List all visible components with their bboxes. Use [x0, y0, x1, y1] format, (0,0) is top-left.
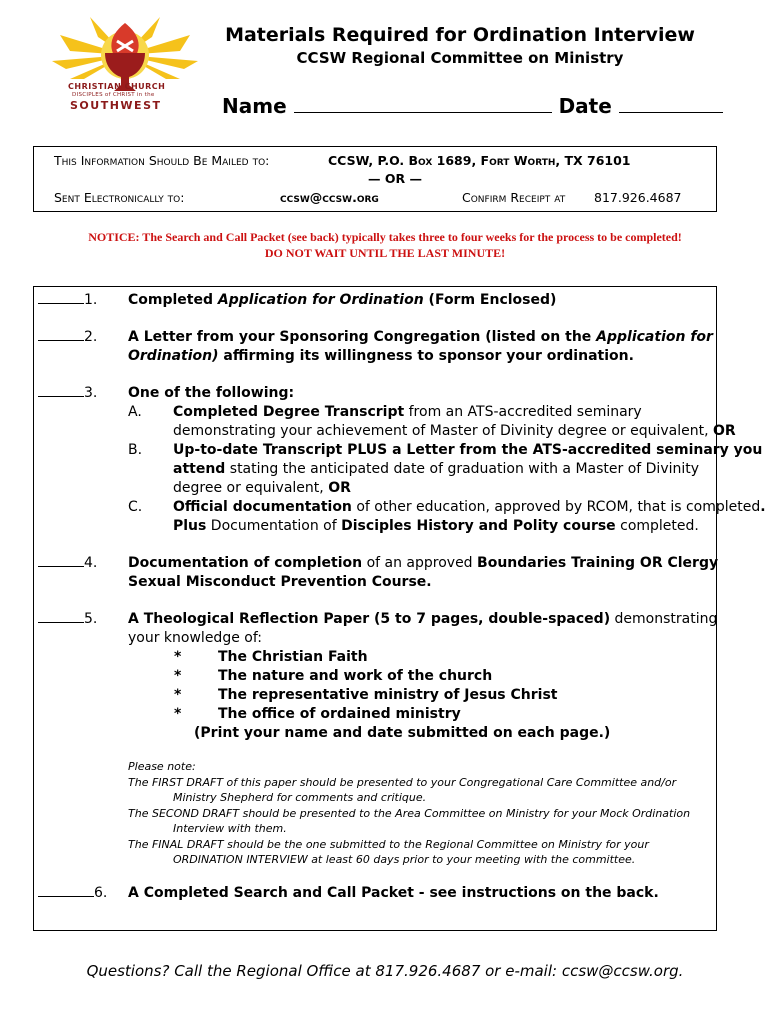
- email-address[interactable]: ccsw@ccsw.org: [280, 190, 379, 205]
- topic-bullet: *: [174, 706, 182, 722]
- item-1-number: 1.: [38, 292, 97, 308]
- item-3-check-blank[interactable]: [38, 396, 84, 397]
- item-3a-line2: demonstrating your achievement of Master of Divinity degree or equivalent, OR: [173, 423, 736, 439]
- item-4-line2: Sexual Misconduct Prevention Course.: [128, 574, 432, 590]
- note-final-draft-cont: ORDINATION INTERVIEW at least 60 days prior to your meeting with the committee.: [173, 853, 636, 866]
- item-3a-line1: Completed Degree Transcript from an ATS-accredited seminary: [173, 404, 642, 420]
- item-3c-letter: C.: [128, 499, 143, 515]
- item-2-check-blank[interactable]: [38, 340, 84, 341]
- item-6-number: 6.: [38, 885, 107, 901]
- logo-line3: SOUTHWEST: [70, 99, 162, 112]
- item-3c-line1: Official documentation of other education, approved by RCOM, that is completed.: [173, 499, 766, 515]
- item-2-line2: Ordination) affirming its willingness to sponsor your ordination.: [128, 348, 634, 364]
- item-6-check-blank[interactable]: [38, 896, 94, 897]
- item-3b-line2: attend stating the anticipated date of graduation with a Master of Divinity: [173, 461, 700, 477]
- page-title: Materials Required for Ordination Interview: [225, 24, 695, 46]
- item-2-number: 2.: [38, 329, 97, 345]
- name-field[interactable]: [294, 112, 552, 113]
- mailing-info-box: [33, 146, 717, 212]
- topic-3: The representative ministry of Jesus Christ: [218, 687, 558, 703]
- topic-bullet: *: [174, 687, 182, 703]
- topic-4: The office of ordained ministry: [218, 706, 461, 722]
- item-3a-letter: A.: [128, 404, 142, 420]
- item-4-check-blank[interactable]: [38, 566, 84, 567]
- notice-line2: DO NOT WAIT UNTIL THE LAST MINUTE!: [264, 246, 506, 260]
- item-3c-line2: Plus Documentation of Disciples History and Polity course completed.: [173, 518, 699, 534]
- topic-2: The nature and work of the church: [218, 668, 493, 684]
- name-label: Name: [222, 94, 287, 118]
- name-date-line: [222, 94, 723, 118]
- footer-questions: Questions? Call the Regional Office at 817.926.4687 or e-mail: ccsw@ccsw.org.: [86, 962, 684, 980]
- logo-line2: DISCIPLES of CHRIST in the: [72, 92, 155, 98]
- confirm-receipt-label: Confirm Receipt at: [462, 190, 566, 205]
- item-6: A Completed Search and Call Packet - see instructions on the back.: [128, 885, 659, 901]
- item-3b-line1: Up-to-date Transcript PLUS a Letter from the ATS-accredited seminary you: [173, 442, 763, 458]
- item-5-print-note: (Print your name and date submitted on each page.): [194, 725, 611, 741]
- item-4-line1: Documentation of completion of an approved Boundaries Training OR Clergy: [128, 555, 719, 571]
- item-4-number: 4.: [38, 555, 97, 571]
- item-3b-line3: degree or equivalent, OR: [173, 480, 351, 496]
- or-divider: — OR —: [368, 171, 422, 186]
- date-field[interactable]: [619, 112, 723, 113]
- notice: [20, 229, 750, 261]
- note-second-draft: The SECOND DRAFT should be presented to the Area Committee on Ministry for your Mock Ordination: [128, 807, 691, 820]
- item-5-check-blank[interactable]: [38, 622, 84, 623]
- item-3-heading: One of the following:: [128, 385, 295, 401]
- email-label: Sent Electronically to:: [54, 190, 185, 205]
- notice-line1: NOTICE: The Search and Call Packet (see back) typically takes three to four weeks for the process to be completed!: [88, 230, 682, 244]
- note-second-draft-cont: Interview with them.: [173, 822, 287, 835]
- item-2-line1: A Letter from your Sponsoring Congregation (listed on the Application for: [128, 329, 713, 345]
- item-3-number: 3.: [38, 385, 97, 401]
- note-heading: Please note:: [128, 760, 196, 773]
- page-subtitle: CCSW Regional Committee on Ministry: [296, 49, 624, 67]
- logo-line1: CHRISTIAN CHURCH: [68, 82, 166, 91]
- item-1-check-blank[interactable]: [38, 303, 84, 304]
- mail-label: This Information Should Be Mailed to:: [54, 153, 270, 168]
- date-label: Date: [558, 94, 612, 118]
- note-first-draft-cont: Ministry Shepherd for comments and critique.: [173, 791, 427, 804]
- topic-bullet: *: [174, 668, 182, 684]
- checklist-box: [33, 286, 766, 931]
- topic-bullet: *: [174, 649, 182, 665]
- item-1: Completed Application for Ordination (Form Enclosed): [128, 292, 557, 308]
- note-final-draft: The FINAL DRAFT should be the one submitted to the Regional Committee on Ministry for your: [128, 838, 649, 851]
- item-5-number: 5.: [38, 611, 97, 627]
- item-5-line1: A Theological Reflection Paper (5 to 7 pages, double-spaced) demonstrating: [128, 611, 718, 627]
- topic-1: The Christian Faith: [218, 649, 368, 665]
- confirm-phone: 817.926.4687: [594, 190, 682, 205]
- note-first-draft: The FIRST DRAFT of this paper should be presented to your Congregational Care Committee and/or: [128, 776, 677, 789]
- item-3b-letter: B.: [128, 442, 143, 458]
- item-5-line2: your knowledge of:: [128, 630, 262, 646]
- mail-address: CCSW, P.O. Box 1689, Fort Worth, TX 76101: [328, 153, 631, 168]
